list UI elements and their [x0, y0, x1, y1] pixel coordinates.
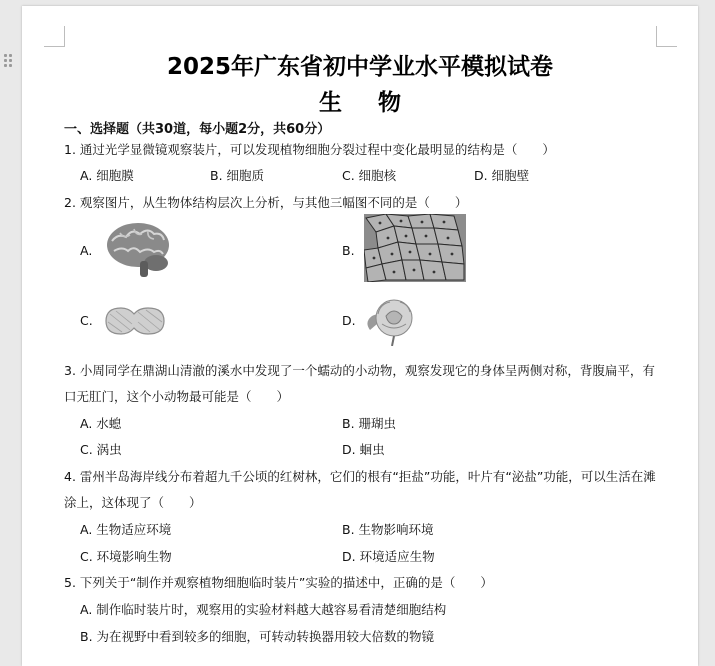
- question-2-stem: 2. 观察图片，从生物体结构层次上分析，与其他三幅图不同的是（ ）: [64, 195, 468, 210]
- rose-icon: [364, 296, 420, 346]
- q3-option-a: A. 水螅: [80, 416, 122, 431]
- exam-title: 2025年广东省初中学业水平模拟试卷: [166, 54, 553, 80]
- q1-option-c: C. 细胞核: [342, 168, 397, 183]
- question-5-stem: 5. 下列关于“制作并观察植物细胞临时装片”实验的描述中，正确的是（ ）: [64, 575, 493, 590]
- margin-corner-top-left: [44, 26, 65, 47]
- q1-option-b: B. 细胞质: [210, 168, 265, 183]
- q2-label-a: A.: [80, 243, 93, 258]
- peanut-icon: [102, 304, 168, 338]
- exam-subject: 生 物: [318, 90, 415, 116]
- q2-label-c: C.: [80, 313, 93, 328]
- question-4-stem-line1: 4. 雷州半岛海岸线分布着超九千公顷的红树林，它们的根有“拒盐”功能，叶片有“泌盐”功能，可以生活在滩: [64, 469, 656, 484]
- question-3-stem-line2: 口无肛门，这个小动物最可能是（ ）: [64, 389, 290, 404]
- question-1-stem: 1. 通过光学显微镜观察装片，可以发现植物细胞分裂过程中变化最明显的结构是（ ）: [64, 142, 555, 157]
- cell-tissue-icon: [364, 214, 466, 282]
- q3-option-d: D. 蛔虫: [342, 442, 385, 457]
- question-4-stem-line2: 涂上，这体现了（ ）: [64, 495, 202, 510]
- q4-option-c: C. 环境影响生物: [80, 549, 172, 564]
- q3-option-c: C. 涡虫: [80, 442, 122, 457]
- margin-corner-top-right: [656, 26, 677, 47]
- q4-option-d: D. 环境适应生物: [342, 549, 435, 564]
- q5-option-b: B. 为在视野中看到较多的细胞，可转动转换器用较大倍数的物镜: [80, 629, 435, 644]
- q1-option-d: D. 细胞壁: [474, 168, 530, 183]
- q2-label-b: B.: [342, 243, 355, 258]
- q2-label-d: D.: [342, 313, 356, 328]
- q4-option-b: B. 生物影响环境: [342, 522, 434, 537]
- q3-option-b: B. 珊瑚虫: [342, 416, 397, 431]
- section-heading: 一、选择题（共30道，每小题2分，共60分）: [64, 122, 331, 137]
- document-page: [22, 6, 698, 666]
- q4-option-a: A. 生物适应环境: [80, 522, 172, 537]
- q5-option-a: A. 制作临时装片时，观察用的实验材料越大越容易看清楚细胞结构: [80, 602, 447, 617]
- paragraph-drag-handle[interactable]: [4, 54, 16, 70]
- q1-option-a: A. 细胞膜: [80, 168, 134, 183]
- brain-icon: [104, 219, 174, 281]
- question-3-stem-line1: 3. 小周同学在鼎湖山清澈的溪水中发现了一个蠕动的小动物，观察发现它的身体呈两侧对称，背腹扁平，有: [64, 363, 655, 378]
